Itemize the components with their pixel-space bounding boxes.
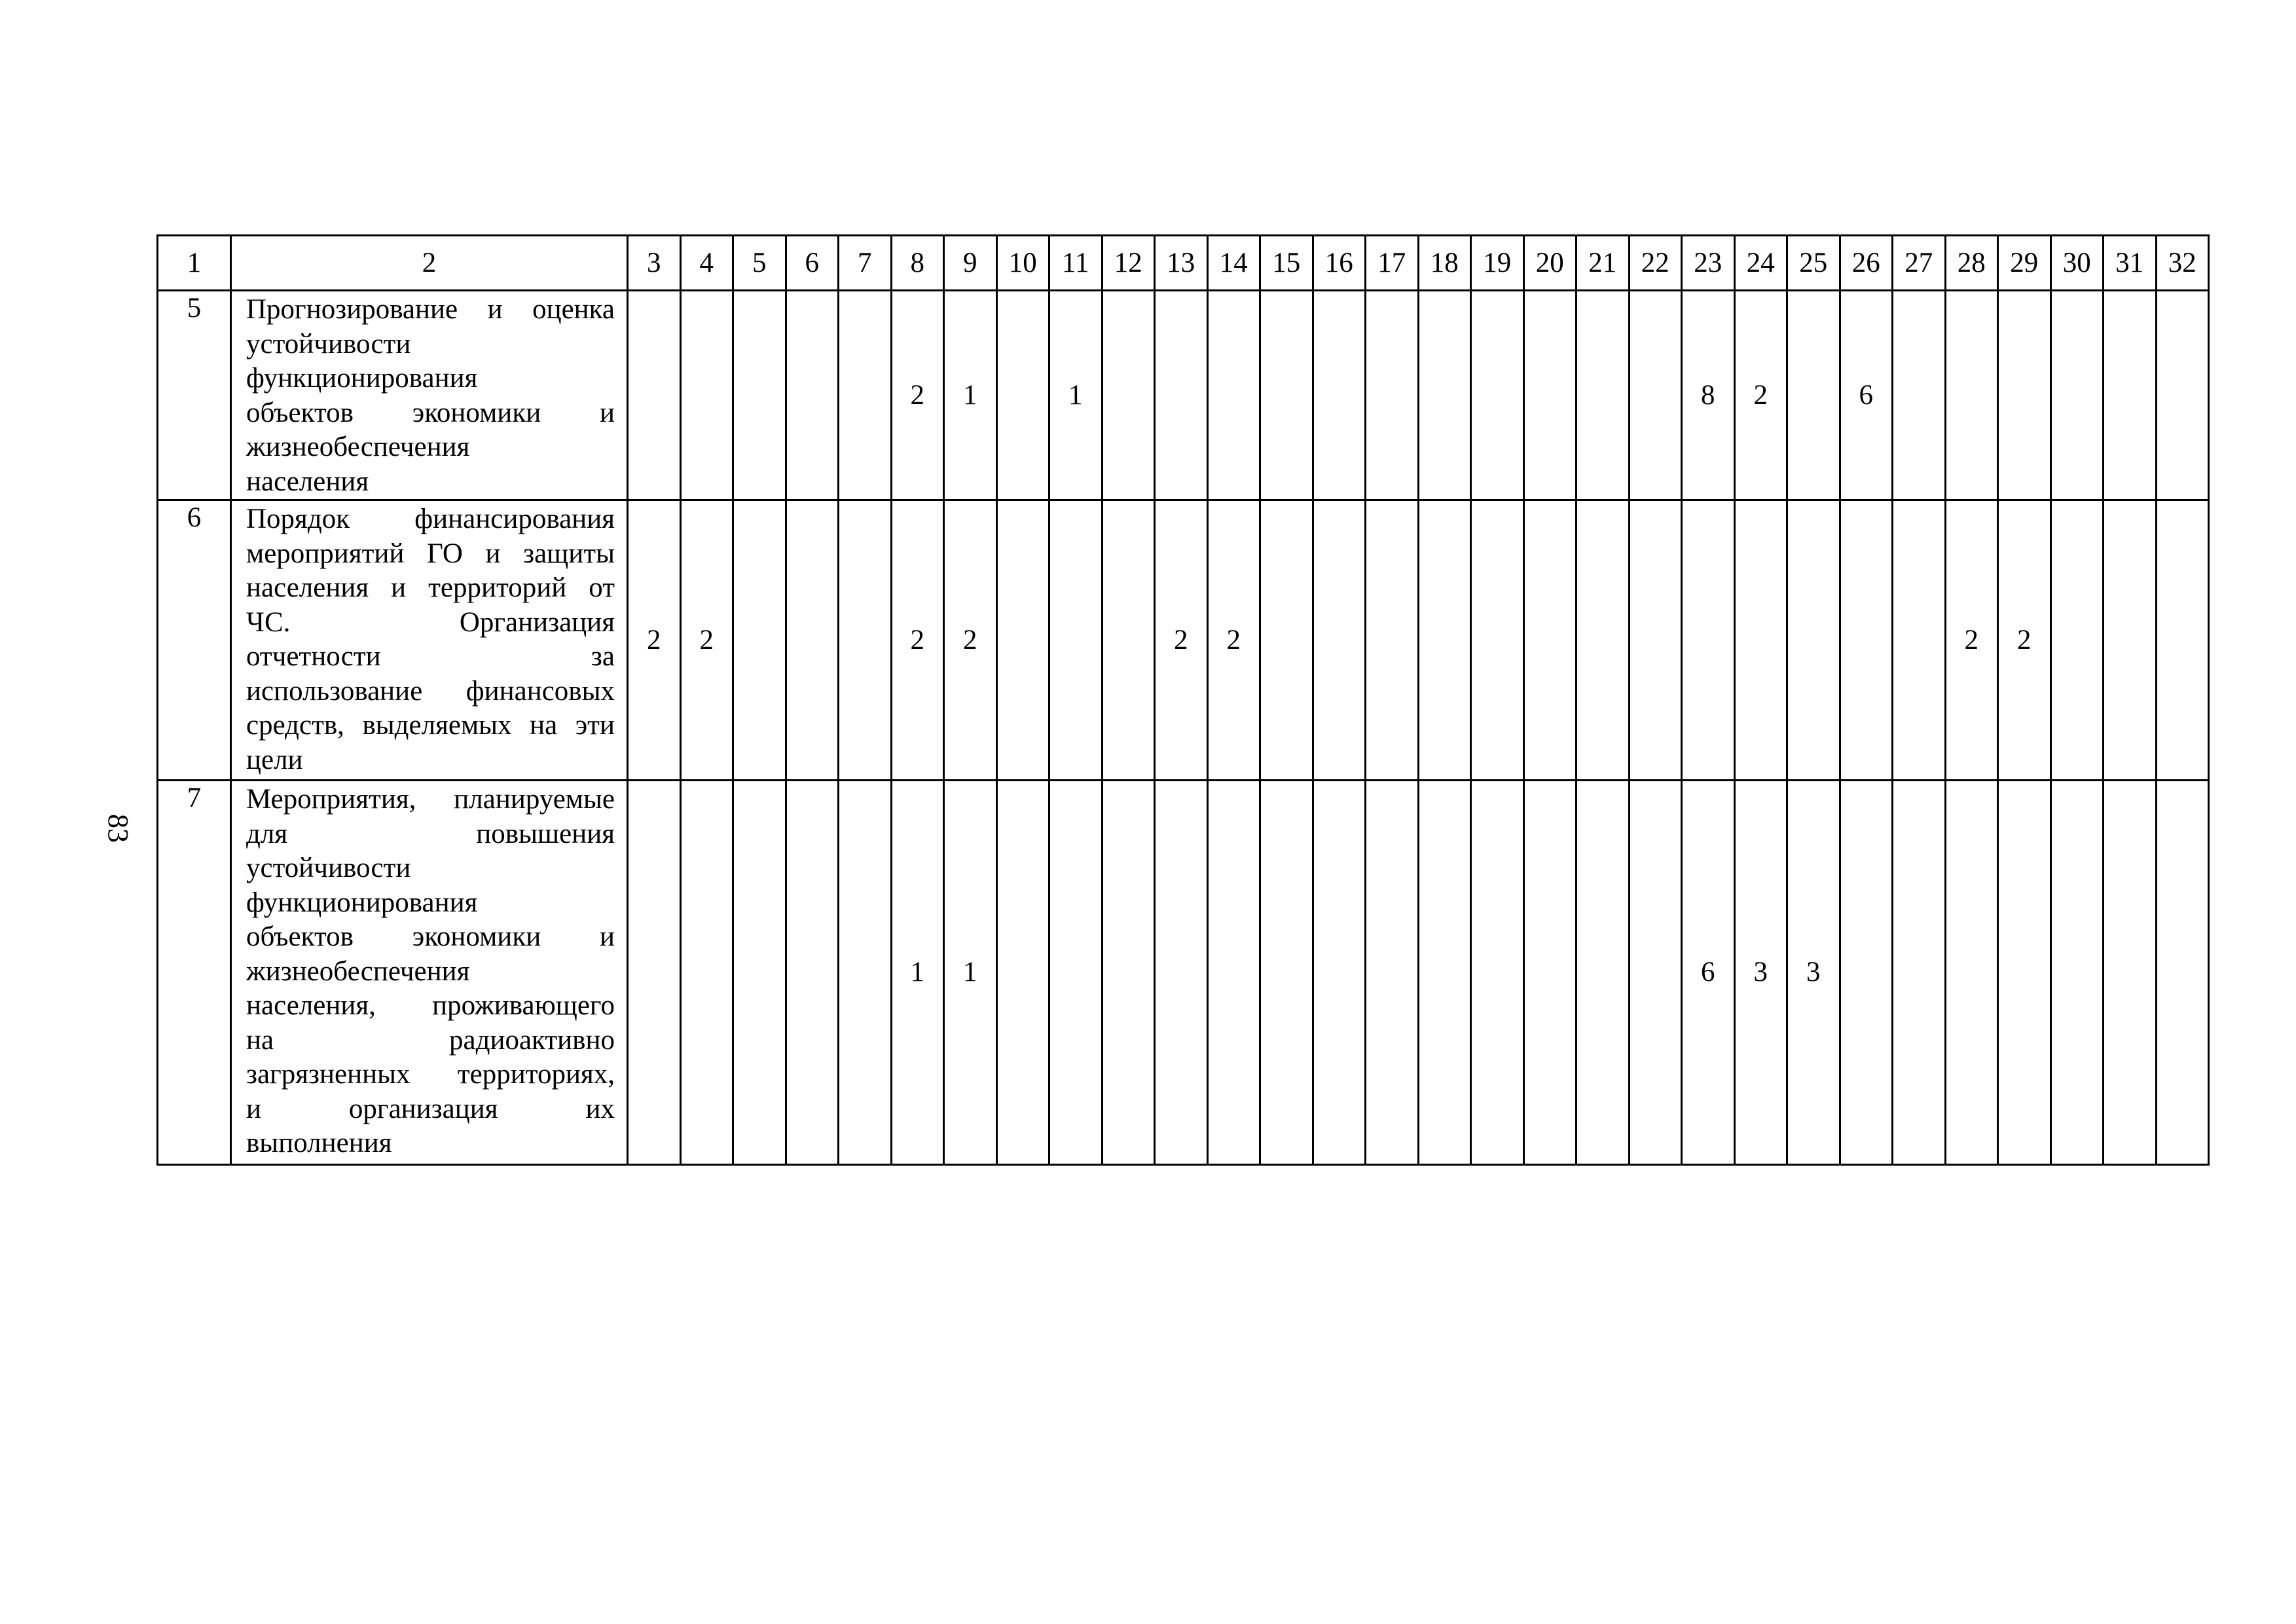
value-cell: [2156, 500, 2209, 781]
value-cell: 2: [944, 500, 997, 781]
description-line: устойчивости: [246, 328, 411, 360]
column-header-18: 18: [1418, 236, 1471, 291]
value-cell: [1260, 291, 1313, 500]
column-header-26: 26: [1840, 236, 1893, 291]
value-cell: [1418, 500, 1471, 781]
value-cell: 2: [1734, 291, 1787, 500]
value-cell: [1102, 291, 1155, 500]
value-cell: [1313, 781, 1366, 1165]
description-line: выполнения: [246, 1128, 392, 1158]
value-cell: [1471, 291, 1524, 500]
description-line: загрязненных территориях,: [246, 1059, 615, 1090]
value-cell: [1155, 291, 1208, 500]
description-line: мероприятий ГО и защиты: [246, 538, 615, 569]
column-header-13: 13: [1155, 236, 1208, 291]
value-cell: 2: [891, 291, 944, 500]
table-row: [158, 500, 2209, 781]
column-header-15: 15: [1260, 236, 1313, 291]
value-cell: [1049, 781, 1102, 1165]
description-line: на радиоактивно: [246, 1024, 615, 1056]
description-line: отчетности за: [246, 641, 615, 672]
value-cell: [1840, 500, 1893, 781]
value-cell: [1313, 291, 1366, 500]
value-cell: [1734, 500, 1787, 781]
column-header-10: 10: [996, 236, 1049, 291]
value-cell: [733, 781, 786, 1165]
value-cell: 2: [1155, 500, 1208, 781]
description-line: для повышения: [246, 818, 615, 849]
value-cell: [628, 781, 681, 1165]
description-line: жизнеобеспечения: [246, 955, 470, 987]
value-cell: 1: [1049, 291, 1102, 500]
row-description: [231, 500, 628, 781]
value-cell: [1945, 291, 1998, 500]
schedule-table: [156, 234, 2210, 1166]
value-cell: [2156, 781, 2209, 1165]
column-header-1: 1: [158, 236, 231, 291]
value-cell: [2156, 291, 2209, 500]
column-header-20: 20: [1523, 236, 1576, 291]
description-line: функционирования: [246, 887, 478, 918]
description-line: жизнеобеспечения: [246, 432, 470, 462]
description-line: населения, проживающего: [246, 990, 615, 1021]
value-cell: [1155, 781, 1208, 1165]
value-cell: [680, 781, 733, 1165]
value-cell: [1207, 781, 1260, 1165]
value-cell: [1998, 781, 2051, 1165]
description-line: средств, выделяемых на эти: [246, 710, 615, 741]
value-cell: [1260, 781, 1313, 1165]
column-header-3: 3: [628, 236, 681, 291]
column-header-19: 19: [1471, 236, 1524, 291]
value-cell: [1523, 781, 1576, 1165]
value-cell: [786, 781, 839, 1165]
column-header-11: 11: [1049, 236, 1102, 291]
description-line: населения и территорий от: [246, 572, 615, 603]
column-header-4: 4: [680, 236, 733, 291]
value-cell: [1787, 500, 1840, 781]
value-cell: 1: [944, 781, 997, 1165]
column-header-2: 2: [231, 236, 628, 291]
value-cell: [1049, 500, 1102, 781]
value-cell: [1102, 781, 1155, 1165]
value-cell: [1629, 291, 1682, 500]
value-cell: 6: [1840, 291, 1893, 500]
value-cell: [1260, 500, 1313, 781]
row-description: [231, 781, 628, 1165]
value-cell: [1576, 781, 1630, 1165]
column-header-27: 27: [1893, 236, 1946, 291]
value-cell: [1313, 500, 1366, 781]
value-cell: [1576, 291, 1630, 500]
row-number: 5: [158, 291, 231, 500]
value-cell: 3: [1734, 781, 1787, 1165]
column-header-7: 7: [839, 236, 892, 291]
description-line: устойчивости: [246, 853, 411, 883]
value-cell: [839, 291, 892, 500]
value-cell: [1366, 291, 1419, 500]
value-cell: 2: [1998, 500, 2051, 781]
value-cell: [2104, 781, 2157, 1165]
row-description: [231, 291, 628, 500]
description-line: использование финансовых: [246, 675, 615, 707]
column-header-14: 14: [1207, 236, 1260, 291]
value-cell: [680, 291, 733, 500]
value-cell: [1523, 500, 1576, 781]
value-cell: [733, 500, 786, 781]
description-line: и организация их: [246, 1093, 615, 1124]
value-cell: [996, 781, 1049, 1165]
value-cell: 1: [891, 781, 944, 1165]
value-cell: [1840, 781, 1893, 1165]
value-cell: [1893, 500, 1946, 781]
column-header-17: 17: [1366, 236, 1419, 291]
value-cell: [1945, 781, 1998, 1165]
column-header-31: 31: [2104, 236, 2157, 291]
column-header-5: 5: [733, 236, 786, 291]
value-cell: 2: [628, 500, 681, 781]
value-cell: [1418, 781, 1471, 1165]
table-row: [158, 291, 2209, 500]
column-header-8: 8: [891, 236, 944, 291]
value-cell: [2104, 291, 2157, 500]
value-cell: [1787, 291, 1840, 500]
column-header-28: 28: [1945, 236, 1998, 291]
description-line: функционирования: [246, 363, 478, 394]
table-header-row: [158, 236, 2209, 291]
value-cell: [786, 291, 839, 500]
value-cell: [996, 500, 1049, 781]
column-header-32: 32: [2156, 236, 2209, 291]
column-header-22: 22: [1629, 236, 1682, 291]
value-cell: [1576, 500, 1630, 781]
value-cell: [1102, 500, 1155, 781]
value-cell: [2050, 291, 2104, 500]
value-cell: [1471, 500, 1524, 781]
column-header-6: 6: [786, 236, 839, 291]
column-header-16: 16: [1313, 236, 1366, 291]
value-cell: [839, 500, 892, 781]
value-cell: 8: [1682, 291, 1735, 500]
value-cell: [733, 291, 786, 500]
value-cell: [1893, 781, 1946, 1165]
value-cell: [1893, 291, 1946, 500]
value-cell: 2: [680, 500, 733, 781]
value-cell: 3: [1787, 781, 1840, 1165]
column-header-25: 25: [1787, 236, 1840, 291]
value-cell: [2050, 500, 2104, 781]
value-cell: 1: [944, 291, 997, 500]
description-line: Прогнозирование и оценка: [246, 294, 615, 325]
column-header-24: 24: [1734, 236, 1787, 291]
value-cell: [1418, 291, 1471, 500]
value-cell: 2: [1945, 500, 1998, 781]
description-line: цели: [246, 744, 303, 775]
column-header-23: 23: [1682, 236, 1735, 291]
column-header-29: 29: [1998, 236, 2051, 291]
value-cell: 6: [1682, 781, 1735, 1165]
value-cell: [1366, 500, 1419, 781]
value-cell: [1682, 500, 1735, 781]
column-header-30: 30: [2050, 236, 2104, 291]
description-line: объектов экономики и: [246, 397, 615, 428]
value-cell: [786, 500, 839, 781]
column-header-9: 9: [944, 236, 997, 291]
table-row: [158, 781, 2209, 1165]
description-line: Порядок финансирования: [246, 504, 615, 534]
value-cell: 2: [891, 500, 944, 781]
value-cell: [1207, 291, 1260, 500]
row-number: 7: [158, 781, 231, 1165]
description-line: Мероприятия, планируемые: [246, 784, 615, 815]
value-cell: [839, 781, 892, 1165]
value-cell: [628, 291, 681, 500]
value-cell: [2050, 781, 2104, 1165]
description-line: объектов экономики и: [246, 921, 615, 952]
value-cell: [1629, 500, 1682, 781]
value-cell: [1629, 781, 1682, 1165]
value-cell: [1471, 781, 1524, 1165]
column-header-21: 21: [1576, 236, 1630, 291]
value-cell: [1523, 291, 1576, 500]
value-cell: [996, 291, 1049, 500]
value-cell: [1998, 291, 2051, 500]
column-header-12: 12: [1102, 236, 1155, 291]
value-cell: [2104, 500, 2157, 781]
value-cell: 2: [1207, 500, 1260, 781]
value-cell: [1366, 781, 1419, 1165]
row-number: 6: [158, 500, 231, 781]
description-line: населения: [246, 466, 369, 497]
description-line: ЧС. Организация: [246, 606, 615, 638]
page-number: 83: [102, 814, 134, 843]
